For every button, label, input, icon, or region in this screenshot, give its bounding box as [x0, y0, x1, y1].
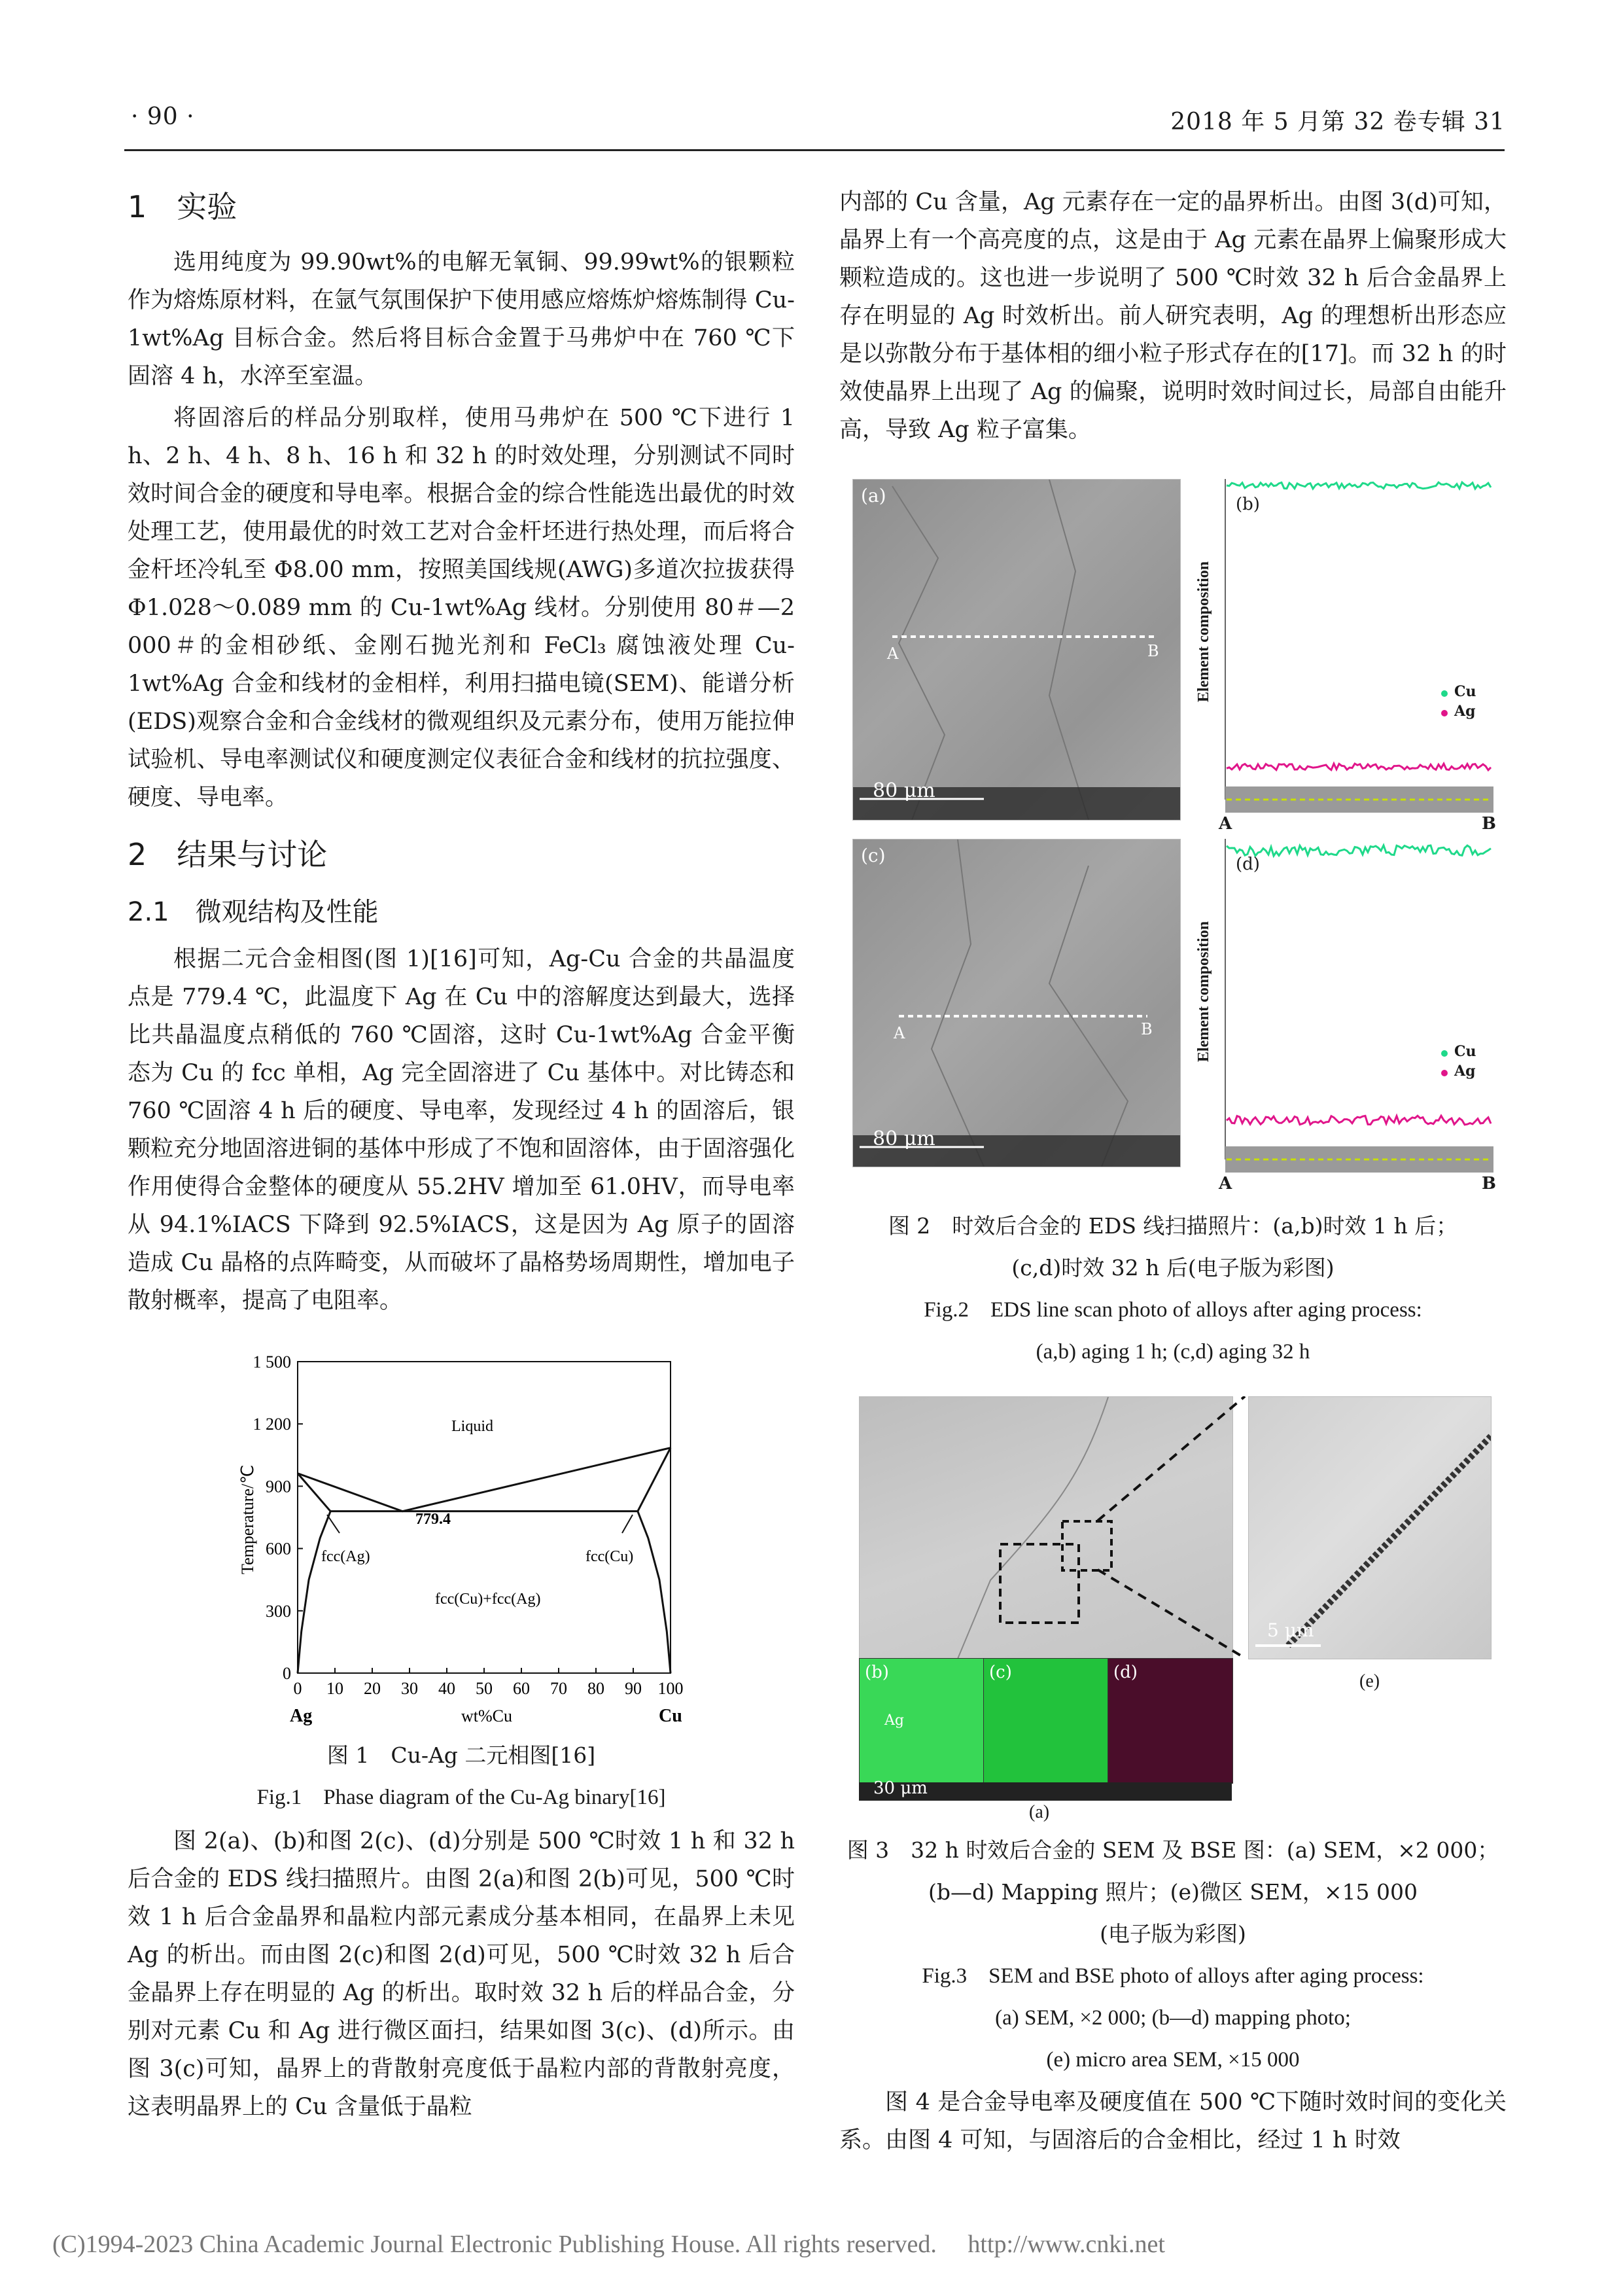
scale-bar-label: 5 μm	[1267, 1619, 1314, 1641]
element-label-ag: Ag	[884, 1712, 904, 1729]
fig3-caption-en-2: (a) SEM, ×2 000; (b—d) mapping photo;	[995, 2006, 1351, 2030]
section-2-title: 2 结果与讨论	[128, 837, 328, 872]
pointer-arrow	[327, 1515, 340, 1533]
y-tick-label: 0	[283, 1664, 291, 1683]
sem-image-e	[1248, 1396, 1492, 1659]
panel-label: (b)	[865, 1663, 889, 1682]
region-label-fcc-ag: fcc(Ag)	[321, 1548, 370, 1565]
fig3-caption-en-3: (e) micro area SEM, ×15 000	[1046, 2048, 1300, 2072]
phase-diagram-chart	[193, 1349, 729, 1728]
phase-boundary-line	[638, 1511, 671, 1673]
region-label-two-phase: fcc(Cu)+fcc(Ag)	[435, 1591, 541, 1608]
fig2-caption-en-2: (a,b) aging 1 h; (c,d) aging 32 h	[1036, 1340, 1310, 1364]
scale-bar-label: 80 μm	[873, 779, 935, 802]
mapping-c	[983, 1658, 1109, 1784]
paragraph: 根据二元合金相图(图 1)[16]可知，Ag-Cu 合金的共晶温度点是 779.4 ℃，此温度下 Ag 在 Cu 中的溶解度达到最大，选择比共晶温度点稍低的 760 ℃固溶，这时 Cu-1wt%Ag 合金平衡态为 Cu 的 fcc 单相，Ag 完全固溶进了 Cu 基体中。对比铸态和 760 ℃固溶 4 h 后的硬度、导电率，发现经过 4 h 的固溶后，银颗粒充分地固溶进铜的基体中形成了不饱和固溶体，由于固溶强化作用使得合金整体的硬度从 55.2HV 增加至 61.0HV，而导电率从 94.1%IACS 下降到 92.5%IACS，这是因为 Ag 原子的固溶造成 Cu 晶格的点阵畸变，从而破坏了晶格势场周期性，增加电子散射概率，提高了电阻率。	[128, 946, 795, 1314]
y-tick-label: 900	[266, 1477, 291, 1496]
paragraph: 图 4 是合金导电率及硬度值在 500 ℃下随时效时间的变化关系。由图 4 可知，与固溶后的合金相比，经过 1 h 时效	[839, 2089, 1507, 2153]
panel-label: (a)	[1029, 1802, 1050, 1822]
x-tick-label: 90	[625, 1679, 642, 1698]
fig3-caption-en-1: Fig.3 SEM and BSE photo of alloys after aging process:	[922, 1964, 1424, 1988]
x-tick-label: 0	[293, 1679, 302, 1698]
paragraph: 将固溶后的样品分别取样，使用马弗炉在 500 ℃下进行 1 h、2 h、4 h、8 h、16 h 和 32 h 的时效处理，分别测试不同时效时间合金的硬度和导电率。根据合金的综合性能选出最优的时效处理工艺，使用最优的时效工艺对合金杆坯进行热处理，而后将合金杆坯冷轧至 Φ8.00 mm，按照美国线规(AWG)多道次拉拔获得 Φ1.028～0.089 mm 的 Cu-1wt%Ag 线材。分别使用 80＃—2 000＃的金相砂纸、金刚石抛光剂和 FeCl₃ 腐蚀液处理 Cu-1wt%Ag 合金和线材的金相样，利用扫描电镜(SEM)、能谱分析(EDS)观察合金和合金线材的微观组织及元素分布，使用万能拉伸试验机、导电率测试仪和硬度测定仪表征合金和线材的抗拉强度、硬度、导电率。	[128, 405, 795, 811]
legend-ag: Ag	[1454, 1063, 1476, 1080]
y-tick-label: 1 200	[253, 1415, 291, 1434]
fig2-caption-en: Fig.2 EDS line scan photo of alloys after aging process:	[924, 1298, 1422, 1322]
figure-3	[846, 1396, 1500, 1828]
axis-label-y: Temperature/℃	[238, 1464, 257, 1574]
plot-frame	[298, 1362, 671, 1673]
subsection-title: 2.1 微观结构及性能	[128, 897, 379, 927]
page-number: · 90 ·	[131, 103, 195, 130]
line-start-label: A	[894, 1024, 905, 1042]
figure-1	[193, 1349, 729, 1728]
region-label-liquid: Liquid	[451, 1418, 493, 1435]
scale-bar-label: 30 μm	[873, 1778, 928, 1798]
line-end-label: B	[1141, 1020, 1153, 1038]
paragraph: 内部的 Cu 含量，Ag 元素存在一定的晶界析出。由图 3(d)可知，晶界上有一个高亮度的点，这是由于 Ag 元素在晶界上偏聚形成大颗粒造成的。这也进一步说明了 500 ℃时效 32 h 后合金晶界上存在明显的 Ag 时效析出。前人研究表明，Ag 的理想析出形态应是以弥散分布于基体相的细小粒子形式存在的[17]。而 32 h 的时效使晶界上出现了 Ag 的偏聚，说明时效时间过长，局部自由能升高，导致 Ag 粒子富集。	[839, 189, 1507, 443]
panel-label: (a)	[861, 485, 886, 506]
panel-label: (c)	[989, 1663, 1012, 1682]
fig3-caption-cn-1: 图 3 32 h 时效后合金的 SEM 及 BSE 图：(a) SEM，×2 000；	[846, 1837, 1499, 1863]
fig2-caption-cn-2: (c,d)时效 32 h 后(电子版为彩图)	[1011, 1255, 1335, 1280]
phase-boundary-line	[298, 1511, 330, 1673]
y-tick-label: 300	[266, 1601, 291, 1621]
axis-start-label: A	[1219, 1174, 1232, 1193]
x-tick-label: 30	[401, 1679, 418, 1698]
sem-image-a	[852, 479, 1181, 821]
mapping-b	[859, 1658, 985, 1784]
eds-plot-d	[1195, 839, 1496, 1193]
scale-strip	[859, 1778, 1232, 1801]
fig1-caption-cn: 图 1 Cu-Ag 二元相图[16]	[326, 1742, 596, 1768]
right-column	[839, 183, 1507, 2159]
legend-cu: Cu	[1454, 683, 1476, 700]
panel-label: (c)	[861, 845, 886, 866]
axis-label-x: wt%Cu	[461, 1706, 512, 1725]
journal-header: 2018 年 5 月第 32 卷专辑 31	[1170, 109, 1505, 135]
fig1-caption-en: Fig.1 Phase diagram of the Cu-Ag binary[16]	[256, 1786, 666, 1809]
axis-end-label: B	[1482, 1174, 1496, 1193]
fig2-caption-cn: 图 2 时效后合金的 EDS 线扫描照片：(a,b)时效 1 h 后；	[888, 1213, 1458, 1239]
section-1-title: 1 实验	[128, 189, 237, 224]
left-column	[128, 183, 795, 2126]
header-rule	[124, 149, 1505, 151]
phase-boundary-line	[638, 1448, 671, 1511]
panel-label: (e)	[1359, 1671, 1380, 1691]
phase-boundary-line	[298, 1448, 671, 1511]
fig3-caption-cn-2: (b—d) Mapping 照片；(e)微区 SEM，×15 000	[928, 1879, 1418, 1905]
x-tick-label: 20	[364, 1679, 381, 1698]
y-axis-label: Element composition	[1195, 921, 1213, 1063]
y-axis-label: Element composition	[1195, 561, 1213, 703]
sem-image-c	[852, 839, 1181, 1167]
legend-ag: Ag	[1454, 703, 1476, 720]
panel-label: (d)	[1236, 855, 1260, 874]
x-tick-label: 80	[587, 1679, 604, 1698]
panel-label: (b)	[1236, 495, 1260, 514]
copyright-footer: (C)1994-2023 China Academic Journal Electronic Publishing House. All rights reserved. http://www.cnki.net	[52, 2231, 1165, 2258]
panel-label: (d)	[1113, 1663, 1138, 1682]
x-tick-label: 10	[326, 1679, 343, 1698]
paragraph: 图 2(a)、(b)和图 2(c)、(d)分别是 500 ℃时效 1 h 和 32 h 后合金的 EDS 线扫描照片。由图 2(a)和图 2(b)可见，500 ℃时效 1 h 后合金晶界和晶粒内部元素成分基本相同，在晶界上未见 Ag 的析出。而由图 2(c)和图 2(d)可见，500 ℃时效 32 h 后合金晶界上存在明显的 Ag 的析出。取时效 32 h 后的样品合金，分别对元素 Cu 和 Ag 进行微区面扫，结果如图 3(c)、(d)所示。由图 3(c)可知，晶界上的背散射亮度低于晶粒内部的背散射亮度，这表明晶界上的 Cu 含量低于晶粒	[128, 1828, 795, 2120]
figure-2	[846, 472, 1500, 1199]
y-tick-label: 600	[266, 1539, 291, 1559]
x-tick-label: 70	[550, 1679, 567, 1698]
line-end-label: B	[1147, 642, 1159, 660]
axis-end-label-cu: Cu	[659, 1706, 682, 1726]
sem-image-a	[859, 1396, 1233, 1659]
fig3-caption-cn-3: (电子版为彩图)	[1100, 1921, 1246, 1947]
axis-end-label: B	[1482, 814, 1496, 834]
x-tick-label: 100	[657, 1679, 684, 1698]
x-tick-label: 50	[476, 1679, 493, 1698]
line-start-label: A	[887, 645, 899, 663]
legend-cu: Cu	[1454, 1043, 1476, 1060]
axis-end-label-ag: Ag	[290, 1706, 313, 1726]
mapping-d	[1108, 1658, 1233, 1784]
region-label-fcc-cu: fcc(Cu)	[585, 1548, 634, 1565]
scale-bar-label: 80 μm	[873, 1127, 935, 1150]
y-tick-label: 1 500	[253, 1352, 291, 1371]
pointer-arrow	[622, 1515, 633, 1533]
eutectic-label: 779.4	[415, 1511, 451, 1528]
x-tick-label: 60	[513, 1679, 530, 1698]
paragraph: 选用纯度为 99.90wt%的电解无氧铜、99.99wt%的银颗粒作为熔炼原材料，在氩气氛围保护下使用感应熔炼炉熔炼制得 Cu-1wt%Ag 目标合金。然后将目标合金置于马弗炉中在 760 ℃下固溶 4 h，水淬至室温。	[128, 249, 795, 389]
x-tick-label: 40	[438, 1679, 455, 1698]
eds-plot-b	[1195, 479, 1496, 834]
axis-start-label: A	[1219, 814, 1232, 834]
